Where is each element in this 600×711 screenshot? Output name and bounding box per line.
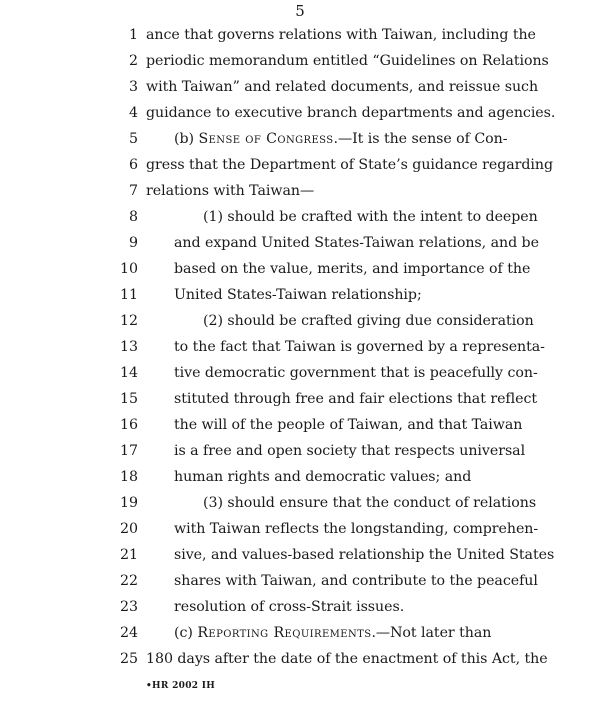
text-line bbox=[0, 386, 600, 412]
line-text: (1) should be crafted with the intent to deepen bbox=[203, 209, 538, 225]
text-line bbox=[0, 516, 600, 542]
line-number: 12 bbox=[119, 313, 138, 329]
line-text: gress that the Department of State’s guidance regarding bbox=[146, 157, 554, 173]
text-line bbox=[0, 438, 600, 464]
line-text: .—It is the sense of Con- bbox=[333, 131, 508, 147]
line-text: .—Not later than bbox=[371, 625, 492, 641]
line-number: 10 bbox=[119, 261, 138, 277]
line-text: and expand United States-Taiwan relations, and be bbox=[174, 235, 539, 251]
subsection-label: (c) bbox=[174, 625, 198, 641]
line-number: 18 bbox=[119, 469, 138, 485]
section-heading: Sense of Congress bbox=[198, 131, 334, 147]
text-line bbox=[0, 74, 600, 100]
bill-footer: •HR 2002 IH bbox=[146, 681, 216, 691]
text-line bbox=[0, 204, 600, 230]
line-number: 19 bbox=[119, 495, 138, 511]
text-line bbox=[0, 100, 600, 126]
line-number: 4 bbox=[128, 105, 138, 121]
text-line bbox=[0, 620, 600, 646]
subsection-c-line bbox=[174, 620, 491, 646]
text-line bbox=[0, 152, 600, 178]
line-number: 22 bbox=[119, 573, 138, 589]
text-line bbox=[0, 22, 600, 48]
line-number: 9 bbox=[128, 235, 138, 251]
line-text: tive democratic government that is peacefully con- bbox=[174, 365, 538, 381]
text-line bbox=[0, 282, 600, 308]
line-number: 7 bbox=[128, 183, 138, 199]
line-number: 24 bbox=[119, 625, 138, 641]
text-line bbox=[0, 178, 600, 204]
line-number: 15 bbox=[119, 391, 138, 407]
line-number: 25 bbox=[119, 651, 138, 667]
line-number: 8 bbox=[128, 209, 138, 225]
text-line bbox=[0, 594, 600, 620]
line-text: (2) should be crafted giving due consideration bbox=[203, 313, 534, 329]
line-number: 23 bbox=[119, 599, 138, 615]
line-text: with Taiwan” and related documents, and reissue such bbox=[146, 79, 539, 95]
text-line bbox=[0, 256, 600, 282]
subsection-b-line bbox=[174, 126, 507, 152]
text-line bbox=[0, 412, 600, 438]
line-text: is a free and open society that respects universal bbox=[174, 443, 526, 459]
section-heading: Reporting Requirements bbox=[197, 625, 372, 641]
page-number: 5 bbox=[295, 2, 305, 20]
line-text: with Taiwan reflects the longstanding, comprehen- bbox=[174, 521, 539, 537]
text-line bbox=[0, 542, 600, 568]
line-number: 5 bbox=[128, 131, 138, 147]
text-line bbox=[0, 126, 600, 152]
line-number: 16 bbox=[119, 417, 138, 433]
line-text: periodic memorandum entitled “Guidelines on Relations bbox=[146, 53, 549, 69]
line-number: 3 bbox=[128, 79, 138, 95]
line-text: stituted through free and fair elections that reflect bbox=[174, 391, 537, 407]
text-line bbox=[0, 646, 600, 672]
line-text: resolution of cross-Strait issues. bbox=[174, 599, 405, 615]
text-line bbox=[0, 360, 600, 386]
subsection-label: (b) bbox=[174, 131, 199, 147]
line-text: relations with Taiwan— bbox=[146, 183, 315, 199]
line-text: shares with Taiwan, and contribute to the peaceful bbox=[174, 573, 538, 589]
line-text: to the fact that Taiwan is governed by a representa- bbox=[174, 339, 545, 355]
text-line bbox=[0, 48, 600, 74]
line-text: guidance to executive branch departments and agencies. bbox=[146, 105, 556, 121]
line-text: United States-Taiwan relationship; bbox=[174, 287, 422, 303]
line-number: 20 bbox=[119, 521, 138, 537]
line-number: 2 bbox=[128, 53, 138, 69]
text-line bbox=[0, 308, 600, 334]
line-number: 1 bbox=[128, 27, 138, 43]
line-number: 14 bbox=[119, 365, 138, 381]
line-text: based on the value, merits, and importance of the bbox=[174, 261, 531, 277]
line-number: 11 bbox=[119, 287, 138, 303]
line-number: 21 bbox=[119, 547, 138, 563]
text-line bbox=[0, 464, 600, 490]
line-text: ance that governs relations with Taiwan, including the bbox=[146, 27, 536, 43]
line-number: 17 bbox=[119, 443, 138, 459]
line-text: sive, and values-based relationship the United States bbox=[174, 547, 555, 563]
text-line bbox=[0, 334, 600, 360]
line-number: 6 bbox=[128, 157, 138, 173]
text-line bbox=[0, 490, 600, 516]
line-text: 180 days after the date of the enactment of this Act, the bbox=[146, 651, 548, 667]
line-text: the will of the people of Taiwan, and that Taiwan bbox=[174, 417, 523, 433]
text-line bbox=[0, 568, 600, 594]
line-text: (3) should ensure that the conduct of relations bbox=[203, 495, 537, 511]
line-text: human rights and democratic values; and bbox=[174, 469, 472, 485]
text-line bbox=[0, 230, 600, 256]
line-number: 13 bbox=[119, 339, 138, 355]
